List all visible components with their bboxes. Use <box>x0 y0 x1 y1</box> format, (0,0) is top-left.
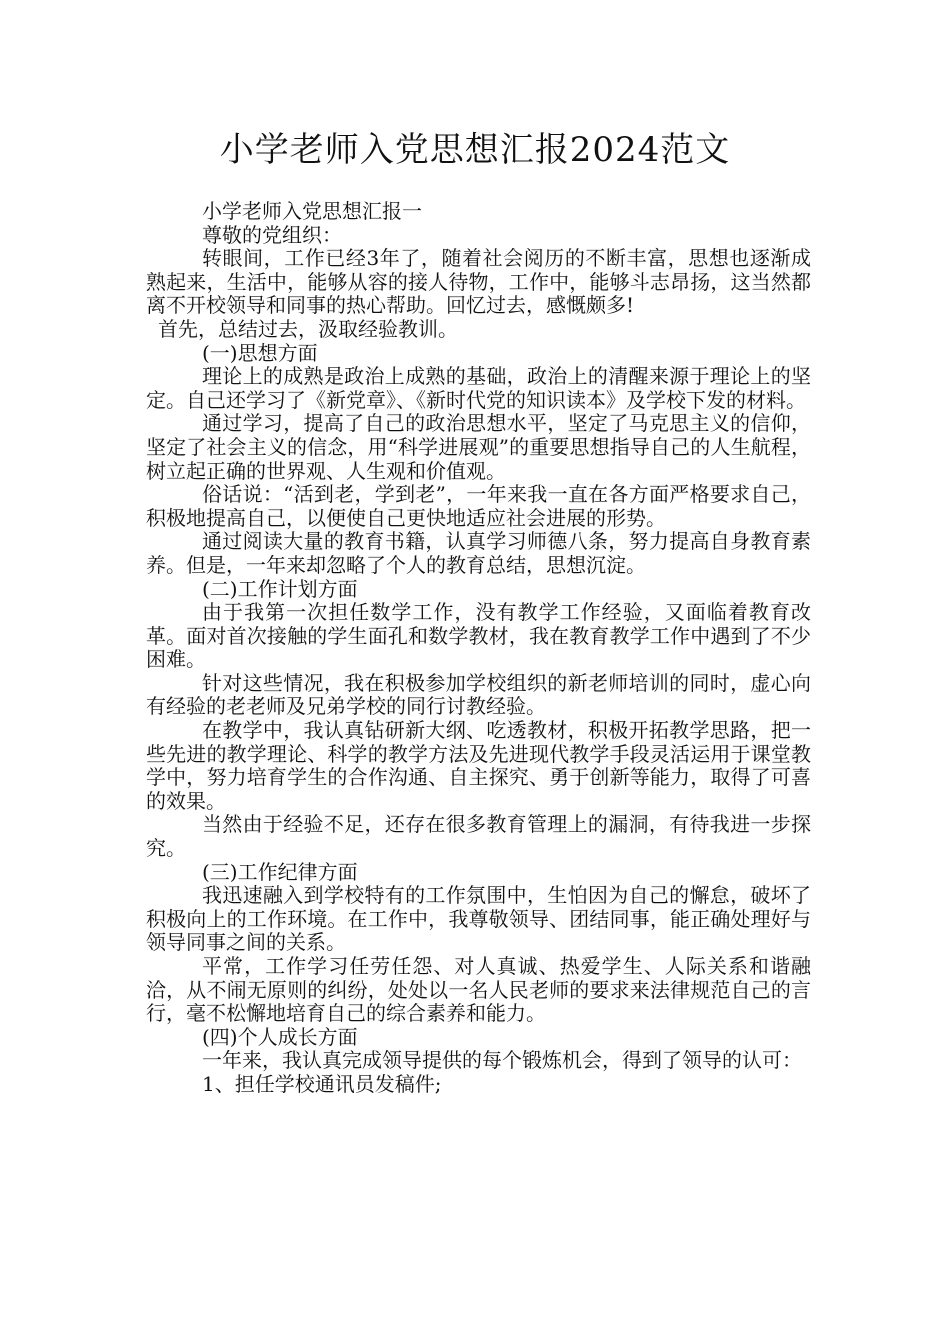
paragraph: 平常，工作学习任劳任怨、对人真诚、热爱学生、人际关系和谐融洽，从不闹无原则的纠纷，处处以一名人民老师的要求来法律规范自己的言行，毫不松懈地培育自己的综合素养和能力。 <box>146 954 811 1026</box>
document-title: 小学老师入党思想汇报2024范文 <box>219 130 731 170</box>
paragraph: 尊敬的党组织： <box>202 222 342 247</box>
paragraph: 转眼间，工作已经3年了，随着社会阅历的不断丰富，思想也逐渐成熟起来，生活中，能够从容的接人待物，工作中，能够斗志昂扬，这当然都离不开校领导和同事的热心帮助。回忆过去，感慨颇多! <box>146 246 811 318</box>
document-body <box>146 200 811 1097</box>
paragraph: 理论上的成熟是政治上成熟的基础，政治上的清醒来源于理论上的坚定。自己还学习了《新党章》、《新时代党的知识读本》及学校下发的材料。 <box>146 364 811 412</box>
paragraph: 俗话说：“活到老，学到老”，一年来我一直在各方面严格要求自己，积极地提高自己，以便使自己更快地适应社会进展的形势。 <box>146 482 811 530</box>
paragraph: 小学老师入党思想汇报一 <box>202 199 422 223</box>
paragraph: 针对这些情况，我在积极参加学校组织的新老师培训的同时，虚心向有经验的老老师及兄弟学校的同行讨教经验。 <box>146 670 811 719</box>
paragraph: 在教学中，我认真钻研新大纲、吃透教材，积极开拓教学思路，把一些先进的教学理论、科学的教学方法及先进现代教学手段灵活运用于课堂教学中，努力培育学生的合作沟通、自主探究、勇于创新等能力，取得了可喜的效果。 <box>146 718 811 813</box>
paragraph: 由于我第一次担任数学工作，没有教学工作经验，又面临着教育改革。面对首次接触的学生面孔和数学教材，我在教育教学工作中遇到了不少困难。 <box>146 600 811 672</box>
paragraph: 首先，总结过去，汲取经验教训。 <box>158 316 458 341</box>
paragraph: (四)个人成长方面 <box>202 1024 358 1049</box>
paragraph: (三)工作纪律方面 <box>202 859 358 884</box>
paragraph: (二)工作计划方面 <box>202 576 358 601</box>
paragraph: 我迅速融入到学校特有的工作氛围中，生怕因为自己的懈怠，破坏了积极向上的工作环境。在工作中，我尊敬领导、团结同事，能正确处理好与领导同事之间的关系。 <box>146 883 811 955</box>
paragraph: 通过学习，提高了自己的政治思想水平，坚定了马克思主义的信仰，坚定了社会主义的信念，用“科学进展观”的重要思想指导自己的人生航程，树立起正确的世界观、人生观和价值观。 <box>146 411 811 483</box>
paragraph: 1、担任学校通讯员发稿件; <box>202 1071 442 1096</box>
paragraph: 当然由于经验不足，还存在很多教育管理上的漏洞，有待我进一步探究。 <box>146 812 811 861</box>
paragraph: 一年来，我认真完成领导提供的每个锻炼机会，得到了领导的认可： <box>202 1048 802 1073</box>
paragraph: (一)思想方面 <box>202 340 318 365</box>
paragraph: 通过阅读大量的教育书籍，认真学习师德八条，努力提高自身教育素养。但是，一年来却忽略了个人的教育总结，思想沉淀。 <box>146 529 811 577</box>
